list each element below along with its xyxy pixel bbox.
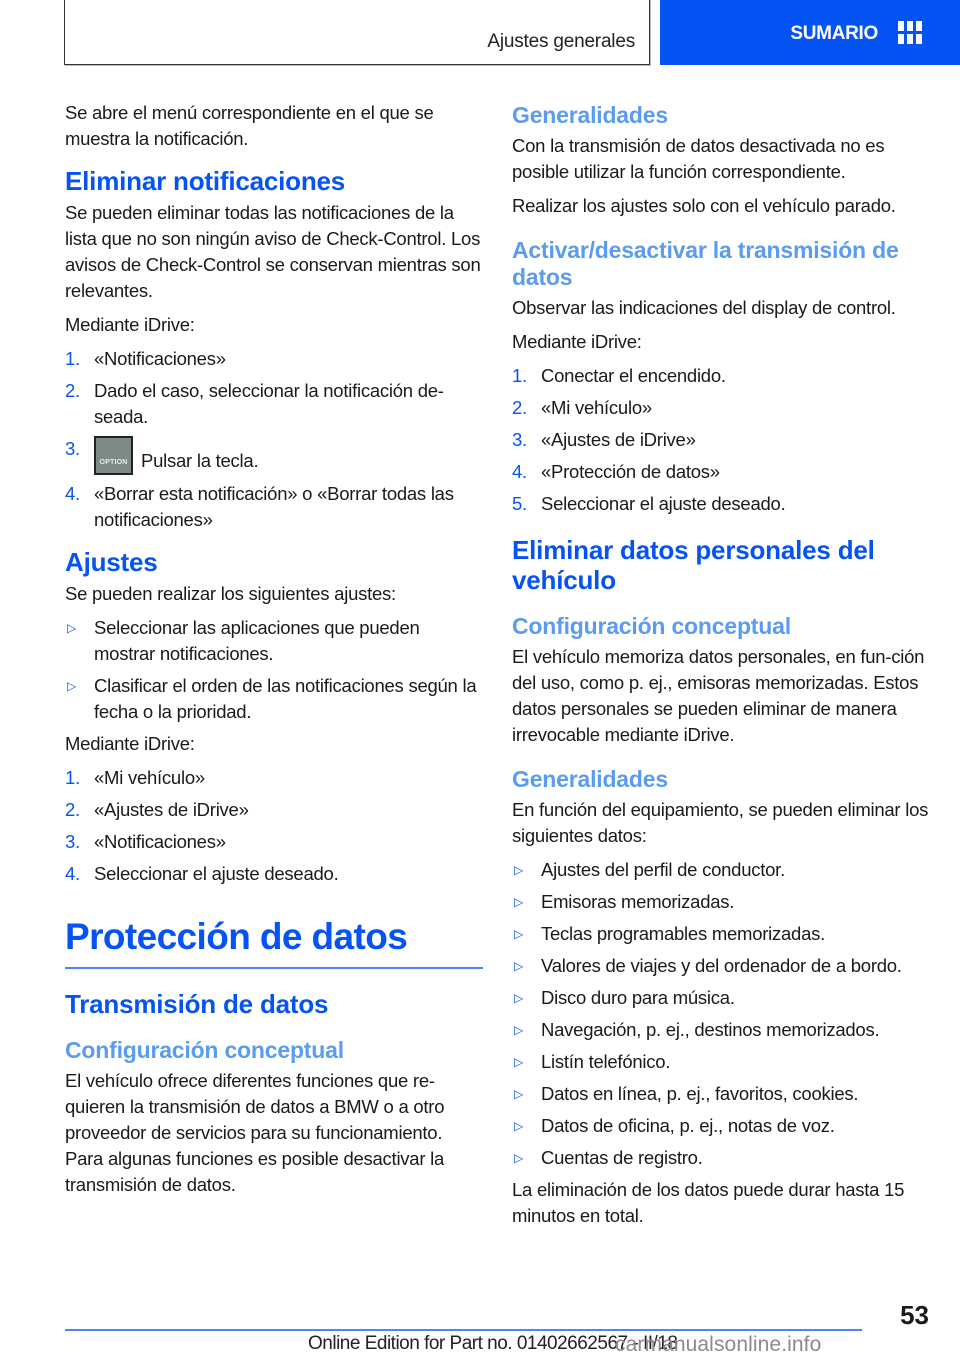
list-item: 4. Seleccionar el ajuste deseado. — [65, 863, 339, 884]
list-item: ▷ Valores de viajes y del ordenador de a bordo. — [512, 953, 932, 979]
edition-text: Online Edition for Part no. 01402662567 - II/18 — [308, 1333, 678, 1354]
list-item: 1. «Notificaciones» — [65, 348, 226, 369]
list-item: 4. «Borrar esta notificación» o «Borrar todas las notificaciones» — [65, 483, 454, 530]
triangle-bullet-icon: ▷ — [514, 991, 523, 1005]
triangle-bullet-icon: ▷ — [67, 621, 76, 635]
paragraph: Se pueden realizar los siguientes ajustes: — [65, 583, 396, 604]
right-column — [512, 100, 932, 1237]
list-item: ▷ Seleccionar las aplicaciones que pueden mostrar notificaciones. — [67, 617, 420, 664]
list-item: 3. «Ajustes de iDrive» — [512, 429, 696, 450]
paragraph: El vehículo ofrece diferentes funciones que re-quieren la transmisión de datos a BMW o a otro proveedor de servicios para su funcionamiento. Para algunas funciones es posible desactivar la transmisión de datos. — [65, 1070, 445, 1195]
toc-button[interactable] — [660, 0, 960, 65]
chapter-heading: Protección de datos — [65, 915, 483, 969]
intro-paragraph: Se abre el menú correspondiente en el que se muestra la notificación. — [65, 102, 434, 149]
list-item: ▷ Teclas programables memorizadas. — [512, 921, 932, 947]
paragraph: El vehículo memoriza datos personales, en fun-ción del uso, como p. ej., emisoras memorizadas. Estos datos personales se pueden eliminar de manera irrevocable mediante iDrive. — [512, 646, 925, 745]
list-item: ▷ Listín telefónico. — [512, 1049, 932, 1075]
list-item: ▷ Ajustes del perfil de conductor. — [512, 857, 932, 883]
toc-button-label: SUMARIO — [790, 22, 878, 44]
heading-configuracion: Configuración conceptual — [512, 613, 791, 639]
via-idrive-label: Mediante iDrive: — [65, 733, 195, 754]
via-idrive-label: Mediante iDrive: — [65, 314, 195, 335]
list-item: 1. «Mi vehículo» — [65, 767, 205, 788]
steps-list — [512, 363, 932, 517]
grid-icon — [898, 21, 922, 44]
list-item: ▷ Navegación, p. ej., destinos memorizados. — [512, 1017, 932, 1043]
list-item: ▷ Datos en línea, p. ej., favoritos, cookies. — [512, 1081, 932, 1107]
heading-configuracion: Configuración conceptual — [65, 1037, 344, 1063]
bullet-list — [65, 615, 483, 725]
page-number: 53 — [900, 1300, 929, 1330]
heading-activar: Activar/desactivar la transmisión de datos — [512, 237, 899, 290]
paragraph: La eliminación de los datos puede durar hasta 15 minutos en total. — [512, 1179, 905, 1226]
watermark-link[interactable]: carmanualsonline.info — [615, 1333, 822, 1356]
section-title: Ajustes generales — [487, 31, 635, 52]
list-item: 1. Conectar el encendido. — [512, 365, 726, 386]
triangle-bullet-icon: ▷ — [514, 1055, 523, 1069]
triangle-bullet-icon: ▷ — [514, 1023, 523, 1037]
paragraph: Realizar los ajustes solo con el vehículo parado. — [512, 195, 896, 216]
heading-generalidades: Generalidades — [512, 102, 668, 128]
list-item: 3. «Notificaciones» — [65, 831, 226, 852]
bullet-list — [512, 857, 932, 1171]
footer-divider — [65, 1329, 862, 1331]
left-column — [65, 100, 483, 1206]
list-item: 4. «Protección de datos» — [512, 461, 720, 482]
list-item: ▷ Emisoras memorizadas. — [512, 889, 932, 915]
list-item: 3. OPTION Pulsar la tecla. — [65, 436, 483, 475]
list-item: 2. Dado el caso, seleccionar la notificación de-seada. — [65, 380, 444, 427]
triangle-bullet-icon: ▷ — [514, 863, 523, 877]
paragraph: Con la transmisión de datos desactivada no es posible utilizar la función correspondiente. — [512, 135, 885, 182]
list-item: 2. «Mi vehículo» — [512, 397, 652, 418]
triangle-bullet-icon: ▷ — [514, 1151, 523, 1165]
heading-eliminar-notificaciones: Eliminar notificaciones — [65, 166, 346, 196]
header-section-box — [64, 0, 650, 65]
paragraph: Observar las indicaciones del display de control. — [512, 297, 896, 318]
triangle-bullet-icon: ▷ — [514, 959, 523, 973]
paragraph: En función del equipamiento, se pueden eliminar los siguientes datos: — [512, 799, 929, 846]
triangle-bullet-icon: ▷ — [514, 1119, 523, 1133]
heading-generalidades: Generalidades — [512, 766, 668, 792]
heading-ajustes: Ajustes — [65, 547, 158, 577]
list-item: ▷ Cuentas de registro. — [512, 1145, 932, 1171]
steps-list — [65, 765, 483, 887]
heading-transmision: Transmisión de datos — [65, 989, 329, 1019]
via-idrive-label: Mediante iDrive: — [512, 331, 642, 352]
triangle-bullet-icon: ▷ — [67, 679, 76, 693]
list-item: 5. Seleccionar el ajuste deseado. — [512, 493, 786, 514]
heading-eliminar-datos: Eliminar datos personales del vehículo — [512, 535, 875, 595]
triangle-bullet-icon: ▷ — [514, 927, 523, 941]
steps-list — [65, 346, 483, 533]
triangle-bullet-icon: ▷ — [514, 895, 523, 909]
option-key-icon: OPTION — [94, 436, 133, 475]
list-item: 2. «Ajustes de iDrive» — [65, 799, 249, 820]
list-item: ▷ Clasificar el orden de las notificaciones según la fecha o la prioridad. — [67, 675, 477, 722]
list-item: ▷ Datos de oficina, p. ej., notas de voz. — [512, 1113, 932, 1139]
triangle-bullet-icon: ▷ — [514, 1087, 523, 1101]
list-item: ▷ Disco duro para música. — [512, 985, 932, 1011]
paragraph: Se pueden eliminar todas las notificaciones de la lista que no son ningún aviso de Check-Control. Los avisos de Check-Control se conservan mientras son relevantes. — [65, 202, 481, 301]
